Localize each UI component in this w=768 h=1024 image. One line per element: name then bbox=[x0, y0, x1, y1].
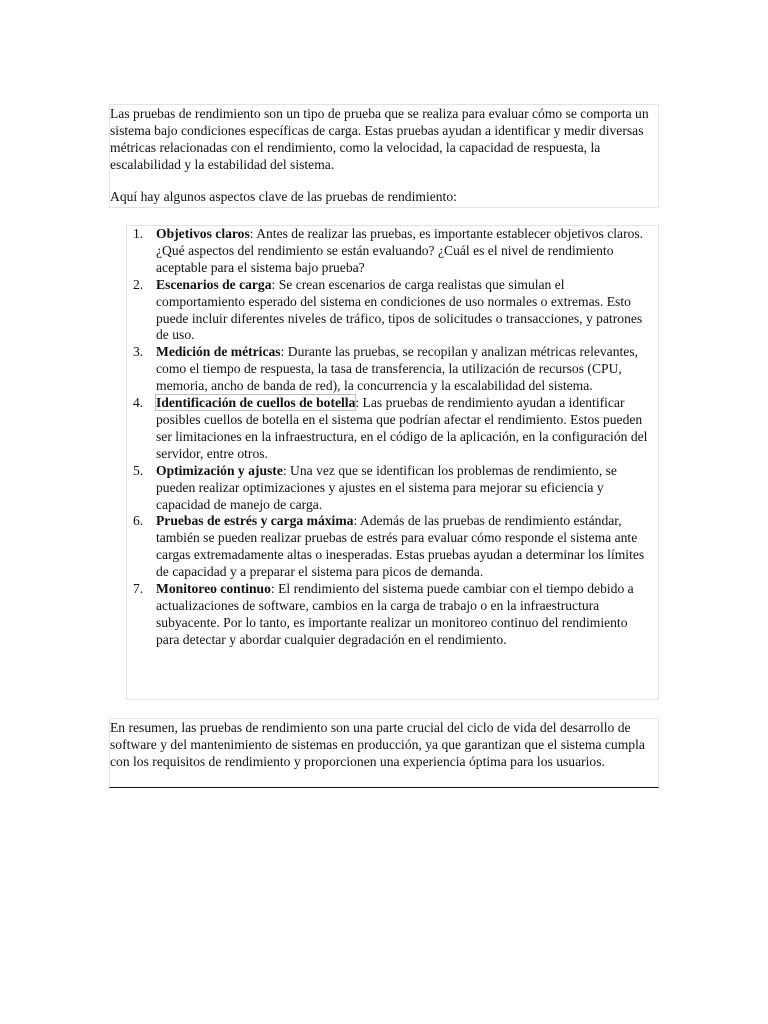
list-item-number: 7. bbox=[133, 581, 144, 597]
list-item-term: Pruebas de estrés y carga máxima bbox=[156, 513, 354, 529]
list-item-term: Objetivos claros bbox=[156, 226, 250, 241]
list-item-number: 6. bbox=[133, 513, 144, 529]
list-item-text: : Antes de realizar las pruebas, es importante establecer objetivos claros. ¿Qué aspectos del rendimiento se están evaluando? ¿Cuál es el nivel de rendimiento aceptable para el sistema bajo prueba? bbox=[156, 226, 644, 275]
list-item-text: : Las pruebas de rendimiento ayudan a identificar posibles cuellos de botella en el sistema que podrían afectar el rendimiento. Estos pueden ser limitaciones en la infraestructura, en el código de la aplicación, en la configuración del servidor, entre otros. bbox=[156, 395, 648, 461]
list-item-text: : El rendimiento del sistema puede cambiar con el tiempo debido a actualizaciones de software, cambios en la carga de trabajo o en la infraestructura subyacente. Por lo tanto, es importante realizar un monitoreo continuo del rendimiento para detectar y abordar cualquier degradación en el rendimiento. bbox=[156, 581, 634, 647]
list-item-term: Identificación de cuellos de botella bbox=[156, 395, 356, 411]
list-item-number: 1. bbox=[133, 226, 144, 241]
list-item-text: : Además de las pruebas de rendimiento estándar, también se pueden realizar pruebas de estrés para evaluar cómo responde el sistema ante cargas extremadamente altas o inesperadas. Estas pruebas ayudan a determinar los límites de capacidad y a preparar el sistema para picos de demanda. bbox=[156, 513, 645, 580]
key-aspects-list bbox=[127, 226, 652, 649]
list-item-text: : Durante las pruebas, se recopilan y analizan métricas relevantes, como el tiempo de respuesta, la tasa de transferencia, la utilización de recursos (CPU, memoria, ancho de banda de red), la concurrencia y la escalabilidad del sistema. bbox=[156, 344, 639, 394]
list-item-term: Optimización y ajuste bbox=[156, 462, 283, 478]
intro-section bbox=[109, 104, 659, 208]
intro-paragraph: Las pruebas de rendimiento son un tipo de prueba que se realiza para evaluar cómo se comporta un sistema bajo condiciones específicas de carga. Estas pruebas ayudan a identificar y medir diversas métricas relacionadas con el rendimiento, como la velocidad, la capacidad de respuesta, la escalabilidad y la estabilidad del sistema. bbox=[110, 106, 649, 172]
key-aspects-section bbox=[126, 225, 659, 700]
summary-section bbox=[109, 718, 659, 788]
list-item-term: Monitoreo continuo bbox=[156, 581, 271, 597]
list-item-number: 3. bbox=[133, 344, 144, 360]
list-item bbox=[133, 276, 652, 345]
list-item bbox=[133, 462, 652, 514]
list-intro-sentence: Aquí hay algunos aspectos clave de las pruebas de rendimiento: bbox=[110, 189, 457, 204]
list-item bbox=[133, 226, 652, 277]
list-item bbox=[133, 344, 652, 395]
list-item-text: : Una vez que se identifican los problemas de rendimiento, se pueden realizar optimizaciones y ajustes en el sistema para mejorar su eficiencia y capacidad de manejo de carga. bbox=[156, 462, 617, 512]
list-item bbox=[133, 513, 652, 581]
list-item bbox=[133, 581, 652, 649]
list-item-text: : Se crean escenarios de carga realistas que simulan el comportamiento esperado del sistema en condiciones de uso normales o extremas. Esto puede incluir diferentes niveles de tráfico, tipos de solicitudes o transacciones, y patrones de uso. bbox=[156, 276, 643, 343]
list-item-term: Medición de métricas bbox=[156, 344, 281, 360]
list-item-number: 2. bbox=[133, 276, 144, 292]
list-item-number: 5. bbox=[133, 462, 144, 478]
list-item-term: Escenarios de carga bbox=[156, 276, 272, 292]
summary-paragraph: En resumen, las pruebas de rendimiento son una parte crucial del ciclo de vida del desarrollo de software y del mantenimiento de sistemas en producción, ya que garantizan que el sistema cumpla con los requisitos de rendimiento y proporcionen una experiencia óptima para los usuarios. bbox=[110, 720, 645, 769]
list-item-number: 4. bbox=[133, 395, 144, 411]
list-item bbox=[133, 395, 652, 463]
